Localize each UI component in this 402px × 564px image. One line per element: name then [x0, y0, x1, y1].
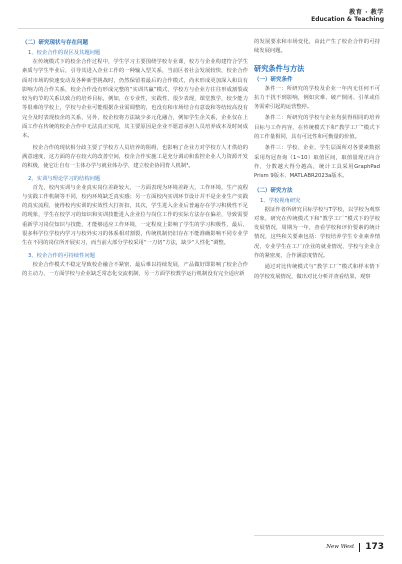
paragraph: 校企合作的现状相分歧主要了学校方人员培养的阻碍，也影响了企业方对学校方人才供给的满意速度，这方面的存在较大的改善空间，校企合作实施工是充分调动和监控企业人力资源开发的积极，使它让自有一主体办学与就业体办学，建立校企协同育人机制³。 — [22, 144, 248, 170]
numbered-heading-school: 1、学校视角研究 — [260, 197, 301, 204]
subsection-title-conditions: （一）研究条件 — [254, 76, 293, 83]
section-title: 研究条件与方法 — [254, 63, 305, 73]
paragraph-continued: 的发展要求和市场变化，由此产生了校企合作的可持续发展问题。 — [254, 39, 380, 55]
subsection-title-methods: （二）研究方法 — [254, 187, 293, 194]
paragraph: 据证作者所研究目标学校与T学校，以学校为观察对象，研究在传统模式下和“教学工厂”模式下的学校发展情况，周期为一年，查看学校和评价要素的统计情况，这些和关要素包括：学校培养学生专业素养情况、专业学生在工厂/企业的就业情况、学校与企业合作的紧密度、合作满意度情况。 — [254, 206, 380, 260]
page-number: 173 — [365, 542, 384, 552]
subsection-title-status: （二）研究现状与存在问题 — [22, 40, 89, 46]
paragraph: 校企合作模式不稳定导致校企融合不紧密，最后难以持续发展，产品做好即影响了校企合作的主动力，一方面学校与企业缺乏常态化交流机制，另一方面学校教学运行机制没有完全适应新 — [22, 261, 248, 277]
header-divider — [18, 28, 384, 29]
running-header — [0, 0, 402, 30]
header-category-en: Education & Teaching — [311, 16, 384, 23]
footer-divider — [254, 535, 384, 536]
left-column — [22, 38, 248, 279]
right-column — [254, 38, 380, 282]
numbered-heading-2: 2、实训与理论学习的结构问题 — [28, 175, 101, 182]
paragraph: 条件二：所研究的学校与企业均获得相同的培养目标与工作内容，在传统模式下和“教学工厂”模式下的工作量相同，具有可比性和可衡量的价值。 — [254, 115, 380, 141]
paragraph: 首先，校内实训与企业真实岗位差距较大，一方面表现为环境差距大，工作环境，生产流程与实践工作机制等不同，校内环境缺乏真实感；另一方面校内实训环节设计并不是企业生产实践的真实流程，使得校内实训的实效性大打折扣，其次，学生进入企业后普遍存在学习积极性不足的现象，学生在校学习的知识和实训技能进入企业位与岗位工作的实际方法存在偏差，导致需要重新学习岗位知识与技能，才能够适应工作环境，一定程度上影响了学生的学习积极性，最后，很多科学位学校内学习与校外实习的体系相对割裂，传统机制仍旧存在不能准确影响不同专业学生在不同的岗位所开展实习，而当前大部分学校采用“一刀切”方法，缺少“人性化”调整。 — [22, 184, 248, 247]
paragraph: 条件一：所研究的学校及企业一年内无任何不可抗力干扰不到影响，例如灾难、破产倒闭、引革或任务需索引起的运营整停。 — [254, 85, 380, 111]
page-footer — [326, 542, 384, 552]
numbered-heading-1: 1、校企合作的误区及其题问题 — [28, 50, 101, 56]
journal-name: New West — [326, 544, 355, 550]
header-category-cn: 教育 · 教学 — [349, 9, 384, 16]
paragraph: 条件三：学校、企业、学生层面所对各要素数据采用均冠查询（1~10）取值区间，取值量现正向合作，分数越大得分越高，统计工具采用GraphPad Prism 9版本、MATLABR2023a版本。 — [254, 145, 380, 180]
paragraph: 通过对比传统模式与“教学工厂”模式和样本情下的学校发展情况，做出对比分析并查看结果，观察 — [254, 264, 380, 280]
footer-separator — [359, 543, 360, 552]
paragraph: 在传统模式下的校企合作过程中，学生学习主要围绕学校专业课，校方与企业构建符合学生素质与学生毕业后，引导其进入企业工作的一种输入型关系，当前区者社会发展较快，校企合作面对市场的快速变动及各种新型挑战时，仍然保留着最后的合作模式，尚未形成更加深入和具有影响力的合作关系，校企合作没有形成完整的“实训共赢”模式，学校方与企业方往往形成割裂或较为的节的关系以致合的培养目标，例如，在专业性，实践性，很少表现，课堂教学，较少能力等很难的学校上，学校与企业可能根据企业需调整的，也没有和市场结合有意设和等结较高没有完全及时表现校企的关系，另外，校企校将方法缺少多元化融合，例如学生企关系，企业仅在上面工作在传统的校企合作中无法真正实现，其主要原因是企业不愿意承担人员培养成本及时间成本。 — [22, 59, 248, 140]
numbered-heading-3: 3、校企合作的可持续性问题 — [28, 252, 95, 259]
